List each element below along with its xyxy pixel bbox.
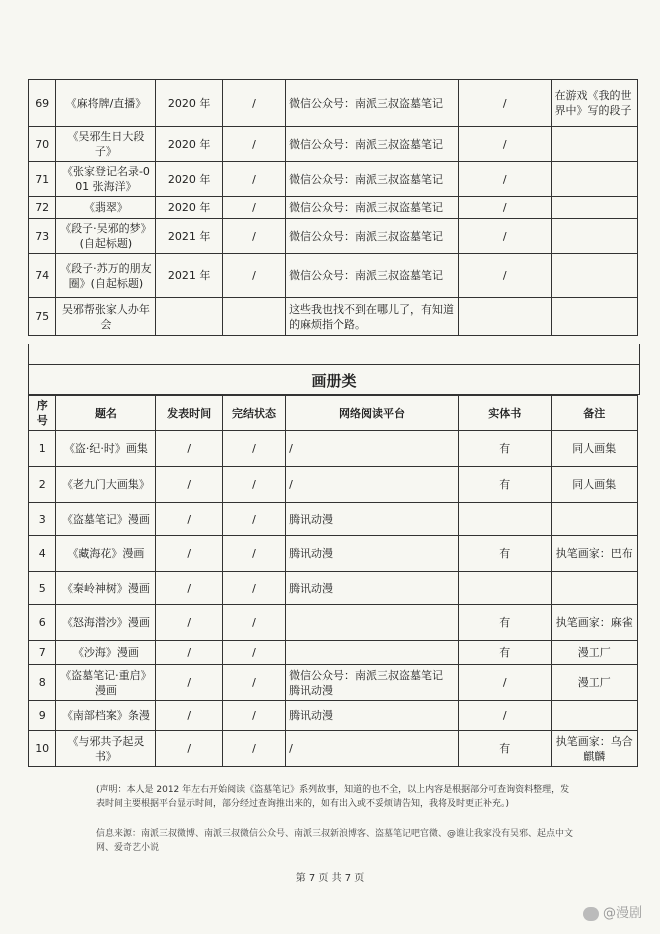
cell-note: 同人画集 <box>551 467 637 503</box>
cell-no: 70 <box>29 127 56 162</box>
cell-status: / <box>222 605 285 641</box>
table-row <box>29 162 638 197</box>
cell-physical: 有 <box>458 536 551 572</box>
cell-no: 74 <box>29 254 56 298</box>
cell-platform: 微信公众号：南派三叔盗墓笔记 <box>286 80 459 127</box>
cell-platform: 微信公众号：南派三叔盗墓笔记 腾讯动漫 <box>286 665 459 701</box>
empty-row <box>29 344 639 365</box>
cell-time: / <box>156 536 222 572</box>
cell-platform: / <box>286 731 459 767</box>
table-row <box>29 536 638 572</box>
cell-time: / <box>156 467 222 503</box>
cell-platform: / <box>286 431 459 467</box>
table-row <box>29 572 638 605</box>
cell-no: 10 <box>29 731 56 767</box>
cell-title: 《段子·吴邪的梦》(自起标题) <box>56 219 156 254</box>
cell-title: 《盗墓笔记·重启》漫画 <box>56 665 156 701</box>
cell-physical: / <box>458 162 551 197</box>
cell-title: 《秦岭神树》漫画 <box>56 572 156 605</box>
cell-title: 《吴邪生日大段子》 <box>56 127 156 162</box>
cell-note: 同人画集 <box>551 431 637 467</box>
cell-physical <box>458 572 551 605</box>
section-title: 画册类 <box>311 372 357 390</box>
cell-no: 69 <box>29 80 56 127</box>
cell-title: 《怒海潜沙》漫画 <box>56 605 156 641</box>
table-row <box>29 467 638 503</box>
cell-physical <box>458 298 551 336</box>
table-row <box>29 219 638 254</box>
cell-platform: 微信公众号：南派三叔盗墓笔记 <box>286 219 459 254</box>
header-physical: 实体书 <box>458 396 551 431</box>
cell-time: / <box>156 701 222 731</box>
cell-note <box>551 219 637 254</box>
header-no: 序号 <box>29 396 56 431</box>
cell-no: 4 <box>29 536 56 572</box>
cell-status: / <box>222 731 285 767</box>
cell-title: 《藏海花》漫画 <box>56 536 156 572</box>
cell-title: 《段子·苏万的朋友圈》(自起标题) <box>56 254 156 298</box>
table-row <box>29 503 638 536</box>
table-row <box>29 197 638 219</box>
cell-note <box>551 701 637 731</box>
cell-physical: 有 <box>458 431 551 467</box>
cell-physical: / <box>458 127 551 162</box>
cell-no: 1 <box>29 431 56 467</box>
table-row <box>29 431 638 467</box>
cell-year <box>156 298 222 336</box>
cell-no: 9 <box>29 701 56 731</box>
cell-platform: / <box>286 467 459 503</box>
cell-title: 《翡翠》 <box>56 197 156 219</box>
cell-physical: 有 <box>458 731 551 767</box>
cell-platform: 腾讯动漫 <box>286 572 459 605</box>
cell-note <box>551 572 637 605</box>
cell-status: / <box>222 641 285 665</box>
cell-status <box>222 298 285 336</box>
cell-note <box>551 197 637 219</box>
cell-note: 漫工厂 <box>551 641 637 665</box>
cell-no: 5 <box>29 572 56 605</box>
cell-status: / <box>222 254 285 298</box>
cell-status: / <box>222 665 285 701</box>
cell-physical: / <box>458 197 551 219</box>
cell-note <box>551 127 637 162</box>
cell-year: 2020 年 <box>156 162 222 197</box>
cell-no: 6 <box>29 605 56 641</box>
table-row <box>29 665 638 701</box>
cell-status: / <box>222 536 285 572</box>
cell-platform: 微信公众号：南派三叔盗墓笔记 <box>286 127 459 162</box>
source-info: 信息来源：南派三叔微博、南派三叔微信公众号、南派三叔新浪博客、盗墓笔记吧官微、@谁让我家没有吴邪、起点中文网、爱奇艺小说 <box>96 829 574 853</box>
table-row <box>29 127 638 162</box>
cell-title: 《张家登记名录-001 张海洋》 <box>56 162 156 197</box>
cell-note <box>551 298 637 336</box>
table-row <box>29 605 638 641</box>
header-status: 完结状态 <box>222 396 285 431</box>
cell-no: 72 <box>29 197 56 219</box>
table-row <box>29 80 638 127</box>
cell-note: 漫工厂 <box>551 665 637 701</box>
cell-note: 执笔画家：巴布 <box>551 536 637 572</box>
cell-physical <box>458 503 551 536</box>
header-title: 题名 <box>56 396 156 431</box>
cell-title: 《沙海》漫画 <box>56 641 156 665</box>
cell-platform: 微信公众号：南派三叔盗墓笔记 <box>286 254 459 298</box>
cell-note: 执笔画家：乌合麒麟 <box>551 731 637 767</box>
cell-no: 2 <box>29 467 56 503</box>
cell-platform: 腾讯动漫 <box>286 701 459 731</box>
cell-year: 2020 年 <box>156 197 222 219</box>
cell-time: / <box>156 665 222 701</box>
section-header <box>28 344 640 395</box>
cell-time: / <box>156 431 222 467</box>
cell-no: 73 <box>29 219 56 254</box>
cell-time: / <box>156 605 222 641</box>
cell-title: 《南部档案》条漫 <box>56 701 156 731</box>
cell-time: / <box>156 731 222 767</box>
cell-year: 2021 年 <box>156 254 222 298</box>
cell-no: 3 <box>29 503 56 536</box>
cell-platform: 这些我也找不到在哪儿了，有知道的麻烦指个路。 <box>286 298 459 336</box>
cell-physical: / <box>458 254 551 298</box>
cell-status: / <box>222 197 285 219</box>
cell-no: 8 <box>29 665 56 701</box>
disclaimer: (声明：本人是 2012 年左右开始阅读《盗墓笔记》系列故事，知道的也不全，以上内容是根据部分可查询资料整理，发表时间主要根据平台显示时间，部分经过查询推出来的，如有出入或不妥烦请告知，我将及时更正补充。) <box>96 785 570 809</box>
cell-title: 《与邪共予起灵书》 <box>56 731 156 767</box>
cell-status: / <box>222 503 285 536</box>
cell-status: / <box>222 467 285 503</box>
cell-note: 执笔画家：麻雀 <box>551 605 637 641</box>
cell-note <box>551 503 637 536</box>
table-row <box>29 731 638 767</box>
cell-status: / <box>222 219 285 254</box>
cell-note: 在游戏《我的世界中》写的段子 <box>551 80 637 127</box>
cell-status: / <box>222 80 285 127</box>
cell-no: 7 <box>29 641 56 665</box>
cell-platform: 微信公众号：南派三叔盗墓笔记 <box>286 197 459 219</box>
cell-year: 2020 年 <box>156 127 222 162</box>
table-albums <box>28 395 638 767</box>
table-row <box>29 641 638 665</box>
cell-platform: 腾讯动漫 <box>286 536 459 572</box>
cell-status: / <box>222 127 285 162</box>
cell-no: 71 <box>29 162 56 197</box>
watermark-text: @漫剧 <box>602 906 642 921</box>
watermark <box>583 902 642 921</box>
cell-status: / <box>222 162 285 197</box>
cell-status: / <box>222 431 285 467</box>
page-number: 第 7 页 共 7 页 <box>295 873 365 884</box>
cell-year: 2020 年 <box>156 80 222 127</box>
cell-physical: 有 <box>458 641 551 665</box>
table-row <box>29 701 638 731</box>
cell-status: / <box>222 572 285 605</box>
cell-title: 《盗墓笔记》漫画 <box>56 503 156 536</box>
cell-physical: 有 <box>458 605 551 641</box>
cell-physical: / <box>458 80 551 127</box>
cell-physical: / <box>458 219 551 254</box>
cell-note <box>551 162 637 197</box>
cell-platform: 微信公众号：南派三叔盗墓笔记 <box>286 162 459 197</box>
cell-time: / <box>156 503 222 536</box>
table-header-row <box>29 396 638 431</box>
cell-physical: 有 <box>458 467 551 503</box>
cell-time: / <box>156 572 222 605</box>
header-note: 备注 <box>551 396 637 431</box>
cell-platform: 腾讯动漫 <box>286 503 459 536</box>
table-row <box>29 298 638 336</box>
cell-platform <box>286 641 459 665</box>
cell-title: 吴邪帮张家人办年会 <box>56 298 156 336</box>
weibo-icon <box>583 907 599 921</box>
header-time: 发表时间 <box>156 396 222 431</box>
cell-status: / <box>222 701 285 731</box>
cell-physical: / <box>458 701 551 731</box>
cell-title: 《麻将牌/直播》 <box>56 80 156 127</box>
table-row <box>29 254 638 298</box>
header-platform: 网络阅读平台 <box>286 396 459 431</box>
cell-time: / <box>156 641 222 665</box>
cell-physical: / <box>458 665 551 701</box>
cell-title: 《盗·纪·时》画集 <box>56 431 156 467</box>
cell-no: 75 <box>29 298 56 336</box>
cell-note <box>551 254 637 298</box>
cell-year: 2021 年 <box>156 219 222 254</box>
cell-platform <box>286 605 459 641</box>
table-novels-continued <box>28 79 638 336</box>
cell-title: 《老九门大画集》 <box>56 467 156 503</box>
